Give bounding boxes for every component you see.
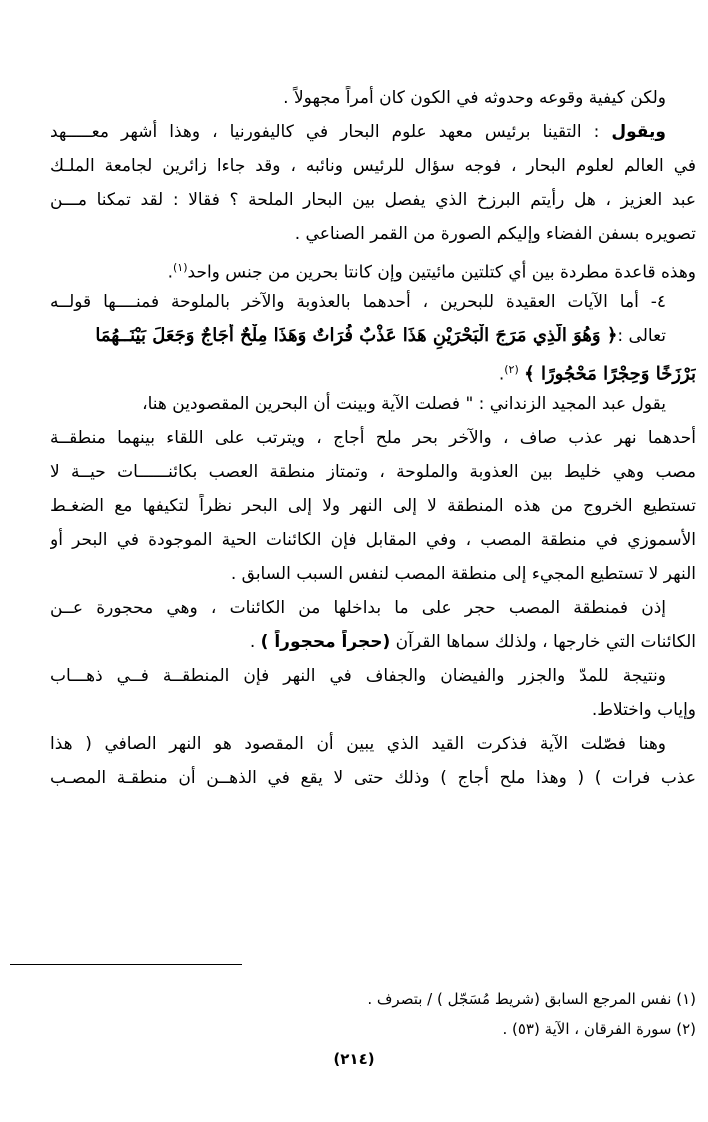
paragraph-line: [50, 528, 696, 562]
paragraph-line: [50, 698, 696, 732]
paragraph-line: [50, 256, 696, 290]
paragraph-line: [50, 732, 696, 766]
paragraph-line: [50, 766, 696, 800]
quran-verse-line: [50, 358, 696, 392]
page-number: (٢١٤): [333, 1050, 375, 1068]
footnote-ref: (١): [173, 261, 188, 274]
text-span: في العالم لعلوم البحار ، فوجه سؤال للرئيس ونائبه ، وقد جاءا زائرين لجامعة الملـك: [50, 156, 696, 176]
text-span: أحدهما نهر عذب صاف ، والآخر بحر ملح أجاج ، ويترتب على اللقاء بينهما منطقــة: [50, 428, 696, 448]
paragraph-line: [50, 630, 696, 664]
paragraph-line: [50, 392, 696, 426]
paragraph-line: [50, 460, 696, 494]
text-span: ٤- أما الآيات العقيدة للبحرين ، أحدهما بالعذوبة والآخر بالملوحة فمنــــها قولــه: [50, 292, 666, 312]
paragraph-line: [50, 222, 696, 256]
text-span: ولكن كيفية وقوعه وحدوثه في الكون كان أمراً مجهولاً .: [283, 88, 666, 108]
quoted-phrase: (حجراً محجوراً ): [260, 632, 391, 652]
text-span: عبد العزيز ، هل رأيتم البرزخ الذي يفصل بين البحار الملحة ؟ فقالا : لقد تمكنا مـــن: [50, 190, 696, 210]
paragraph-line: [50, 562, 696, 596]
text-span: .: [167, 262, 173, 283]
text-span: تستطيع الخروج من هذه المنطقة لا إلى النهر ولا إلى البحر نظراً لتكيفها مع الضغـط: [50, 496, 696, 516]
list-item-4: [50, 290, 696, 324]
paragraph-line: [50, 426, 696, 460]
text-span: : التقينا برئيس معهد علوم البحار في كاليفورنيا ، وهذا أشهر معـــــهد: [50, 122, 612, 142]
paragraph-line: [50, 664, 696, 698]
paragraph-line: [50, 154, 696, 188]
page-body: [50, 86, 696, 800]
footnote-ref: (٢): [504, 363, 519, 376]
footnote-2: (٢) سورة الفرقان ، الآية (٥٣) .: [502, 1020, 696, 1038]
quran-verse: ﴿ وَهُوَ الَّذِي مَرَجَ الْبَحْرَيْنِ هَذَا عَذْبٌ فُرَاتٌ وَهَذَا مِلْحٌ أُجَاجٌ وَجَعَلَ بَيْنَــهُمَا: [95, 325, 618, 346]
text-span: الكائنات التي خارجها ، ولذلك سماها القرآن: [390, 632, 696, 652]
text-span: يقول عبد المجيد الزنداني : " فصلت الآية وبينت أن البحرين المقصودين هنا،: [142, 394, 666, 414]
quran-verse: بَرْزَخًا وَحِجْرًا مَحْجُورًا ﴾: [524, 363, 696, 385]
text-span: عذب فرات ) ( وهذا ملح أجاج ) وذلك حتى لا يقع في الذهــن أن منطقـة المصـب: [50, 768, 696, 788]
text-span: الأسموزي في منطقة المصب ، وفي المقابل فإن الكائنات الحية الموجودة في البحر أو: [50, 530, 696, 550]
footnote-1: (١) نفس المرجع السابق (شريط مُسَجّل ) / بتصرف .: [367, 990, 696, 1008]
quran-verse-line: [50, 324, 696, 358]
text-span: النهر لا تستطيع المجيء إلى منطقة المصب لنفس السبب السابق .: [230, 564, 696, 584]
paragraph-line: [50, 494, 696, 528]
text-span: وهنا فصّلت الآية فذكرت القيد الذي يبين أن المقصود هو النهر الصافي ( هذا: [50, 734, 666, 754]
paragraph-line: [50, 86, 696, 120]
paragraph-line: [50, 120, 696, 154]
text-span: تصويره بسفن الفضاء وإليكم الصورة من القمر الصناعي .: [294, 224, 696, 244]
footnotes: [50, 984, 696, 1044]
text-span: وهذه قاعدة مطردة بين أي كتلتين مائيتين وإن كانتا بحرين من جنس واحد: [187, 262, 696, 283]
text-span: مصب وهي خليط بين العذوبة والملوحة ، وتمتاز منطقة العصب بكائنــــــات حيــة لا: [50, 462, 696, 482]
text-span: .: [498, 364, 505, 385]
lead-word: ويقول: [611, 122, 666, 142]
text-span: ونتيجة للمدّ والجزر والفيضان والجفاف في النهر فإن المنطقــة فــي ذهـــاب: [50, 666, 666, 686]
text-span: .: [249, 632, 261, 652]
paragraph-line: [50, 188, 696, 222]
paragraph-line: [50, 596, 696, 630]
text-span: تعالى :: [617, 326, 666, 346]
text-span: إذن فمنطقة المصب حجر على ما بداخلها من الكائنات ، وهي محجورة عــن: [50, 598, 666, 618]
footnote-divider: [10, 964, 242, 965]
text-span: وإياب واختلاط.: [591, 700, 696, 720]
